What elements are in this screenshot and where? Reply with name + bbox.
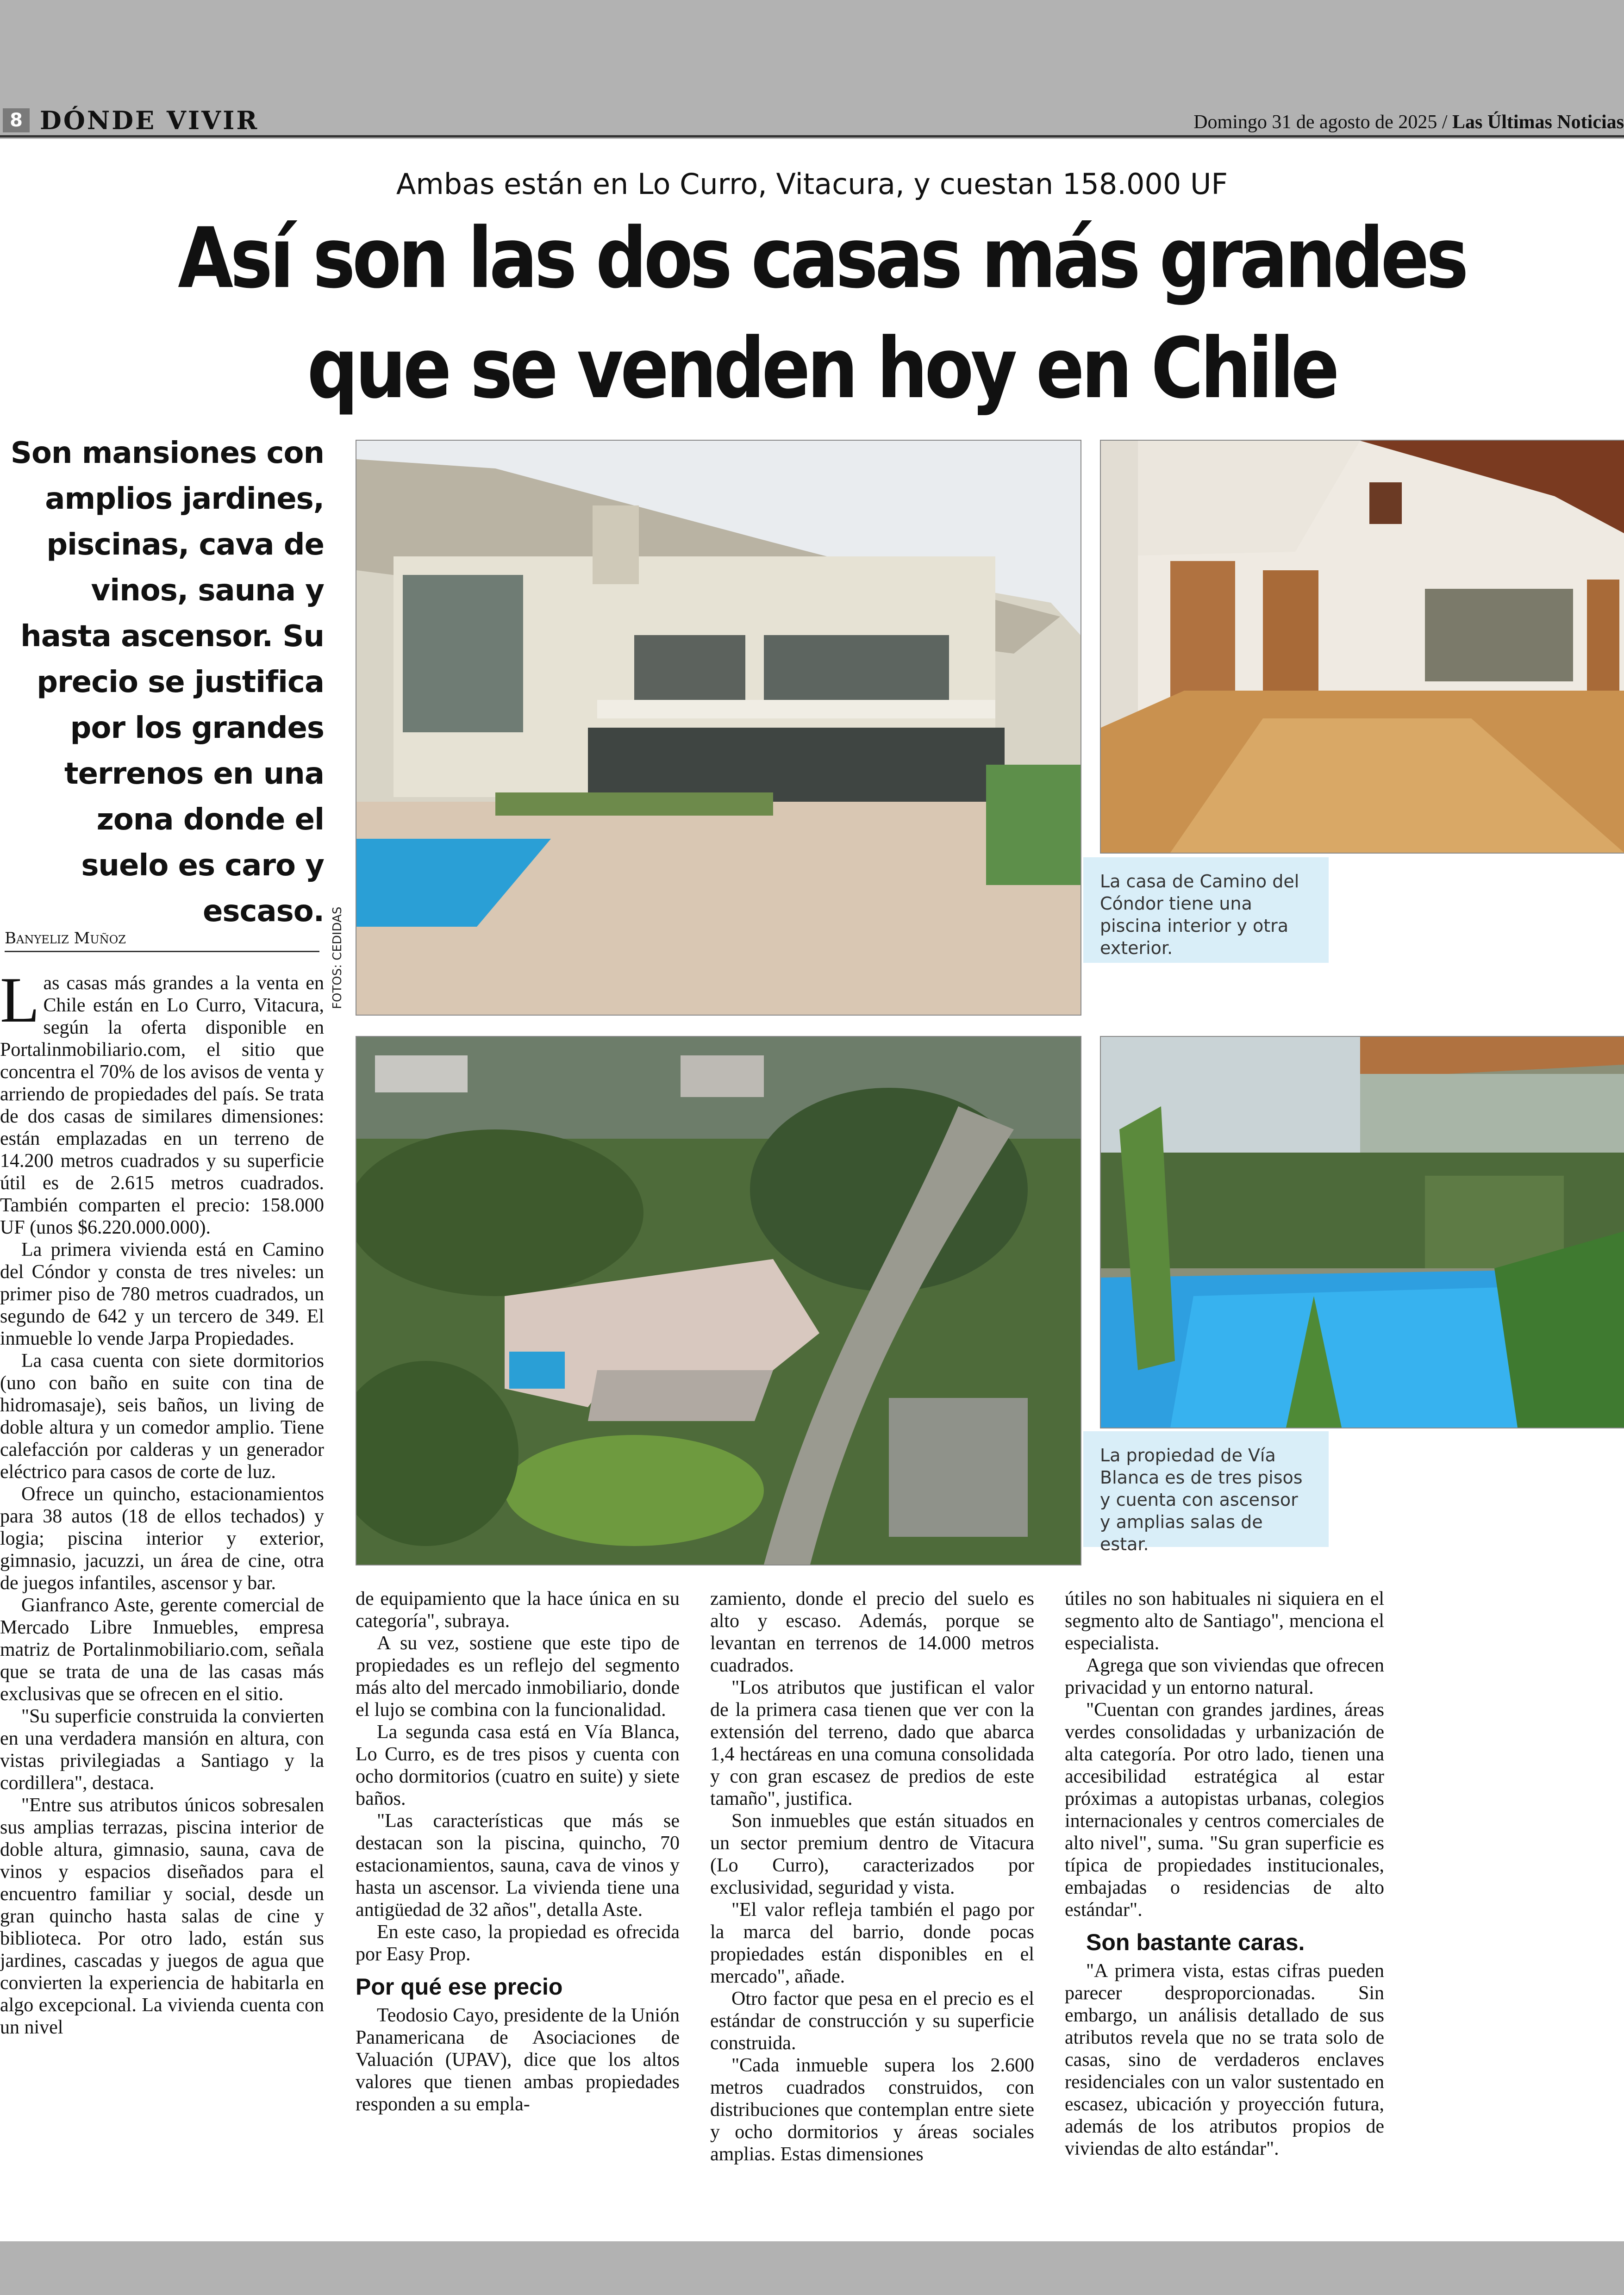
- house-exterior-photo: [356, 440, 1081, 1016]
- paragraph: útiles no son habituales ni siquiera en el segmento alto de Santiago", menciona el especialista.: [1065, 1588, 1384, 1654]
- newspaper-name: Las Últimas Noticias: [1452, 112, 1624, 133]
- paragraph: "A primera vista, estas cifras pueden parecer desproporcionadas. Sin embargo, un análisis detallado de sus atributos revela que no se trata solo de casas, sino de verdaderos enclaves residenciales con un valor sustentado en escasez, ubicación y proyección futura, además de los atributos propios de viviendas de alto estándar".: [1065, 1960, 1384, 2159]
- paragraph: "Entre sus atributos únicos sobresalen sus amplias terrazas, piscina interior de doble altura, gimnasio, sauna, cava de vinos y espacios diseñados para el encuentro familiar y social, desde un gran quincho hasta salas de cine y biblioteca. Por otro lado, están sus jardines, cascadas y juegos de agua que convierten la experiencia de habitarla en algo excepcional. La vivienda cuenta con un nivel: [0, 1795, 324, 2038]
- dateline: [1193, 110, 1624, 134]
- paragraph: Agrega que son viviendas que ofrecen privacidad y un entorno natural.: [1065, 1655, 1384, 1698]
- bottom-margin-band: [0, 2241, 1624, 2295]
- article-column-3: [710, 1588, 1034, 2165]
- article-lead: Son mansiones con amplios jardines, piscinas, cava de vinos, sauna y hasta ascensor. Su precio se justifica por los grandes terrenos en una zona donde el suelo es caro y escaso.: [10, 436, 324, 929]
- paragraph: A su vez, sostiene que este tipo de propiedades es un reflejo del segmento más alto del mercado inmobiliario, donde el lujo se combina con la funcionalidad.: [356, 1633, 680, 1721]
- page-number: 8: [3, 108, 30, 132]
- issue-date: Domingo 31 de agosto de 2025: [1193, 112, 1437, 133]
- page-header: [0, 106, 1624, 138]
- aerial-view-photo: [356, 1036, 1081, 1565]
- byline: Banyeliz Muñoz: [5, 926, 319, 952]
- drop-cap: L: [0, 964, 40, 1036]
- subheading-son-bastante-caras: Son bastante caras.: [1086, 1929, 1305, 1955]
- interior-living-room-photo: [1100, 440, 1624, 854]
- article-kicker: Ambas están en Lo Curro, Vitacura, y cuestan 158.000 UF: [396, 167, 1228, 201]
- paragraph: Gianfranco Aste, gerente comercial de Mercado Libre Inmuebles, empresa matriz de Portalinmobiliario.com, señala que se trata de una de las casas más exclusivas que se ofrecen en el sitio.: [0, 1595, 324, 1705]
- paragraph: de equipamiento que la hace única en su categoría", subraya.: [356, 1588, 680, 1632]
- paragraph: Otro factor que pesa en el precio es el estándar de construcción y su superficie construida.: [710, 1988, 1034, 2054]
- paragraph: "Su superficie construida la convierten en una verdadera mansión en altura, con vistas privilegiadas a Santiago y la cordillera", destaca.: [0, 1706, 324, 1794]
- headline-line-1: Así son las dos casas más grandes: [178, 210, 1466, 307]
- section-title: DÓNDE VIVIR: [40, 106, 259, 135]
- paragraph: "El valor refleja también el pago por la marca del barrio, donde pocas propiedades están disponibles en el mercado", añade.: [710, 1899, 1034, 1987]
- paragraph: Ofrece un quincho, estacionamientos para 38 autos (18 de ellos techados) y logia; piscina interior y exterior, gimnasio, jacuzzi, un área de cine, otra de juegos infantiles, ascensor y bar.: [0, 1484, 324, 1594]
- paragraph: "Las características que más se destacan son la piscina, quincho, 70 estacionamientos, sauna, cava de vinos y hasta un ascensor. La vivienda tiene una antigüedad de 32 años", detalla Aste.: [356, 1810, 680, 1921]
- paragraph: Teodosio Cayo, presidente de la Unión Panamericana de Asociaciones de Valuación (UPAV), dice que los altos valores que tienen ambas propiedades responden a su empla-: [356, 2005, 680, 2115]
- article-column-1: [0, 964, 324, 2039]
- subheading-por-que-ese-precio: Por qué ese precio: [356, 1974, 563, 2000]
- paragraph: Son inmuebles que están situados en un sector premium dentro de Vitacura (Lo Curro), caracterizados por exclusividad, seguridad y vista.: [710, 1810, 1034, 1898]
- paragraph: [0, 964, 324, 1239]
- paragraph: "Los atributos que justifican el valor de la primera casa tienen que ver con la extensión del terreno, dado que abarca 1,4 hectáreas en una comuna consolidada y con gran escasez de predios de este tamaño", justifica.: [710, 1677, 1034, 1809]
- header-rule: [0, 135, 1624, 137]
- paragraph: La primera vivienda está en Camino del Cóndor y consta de tres niveles: un primer piso de 780 metros cuadrados, un segundo de 642 y un tercero de 349. El inmueble lo vende Jarpa Propiedades.: [0, 1239, 324, 1349]
- article-headline: [155, 204, 1489, 424]
- dateline-separator: /: [1442, 112, 1448, 133]
- paragraph: La segunda casa está en Vía Blanca, Lo Curro, es de tres pisos y cuenta con ocho dormitorios (cuatro en suite) y siete baños.: [356, 1721, 680, 1809]
- photo-caption-1: La casa de Camino del Cóndor tiene una piscina interior y otra exterior.: [1083, 857, 1329, 963]
- article-column-4: [1065, 1588, 1384, 2160]
- photo-caption-2: La propiedad de Vía Blanca es de tres pisos y cuenta con ascensor y amplias salas de estar.: [1083, 1431, 1329, 1547]
- paragraph: La casa cuenta con siete dormitorios (uno con baño en suite con tina de hidromasaje), seis baños, un living de doble altura y un comedor amplio. Tiene calefacción por calderas y un generador eléctrico para casos de corte de luz.: [0, 1350, 324, 1483]
- headline-line-2: que se venden hoy en Chile: [307, 320, 1337, 417]
- paragraph: En este caso, la propiedad es ofrecida por Easy Prop.: [356, 1921, 680, 1965]
- paragraph: zamiento, donde el precio del suelo es alto y escaso. Además, porque se levantan en terrenos de 14.000 metros cuadrados.: [710, 1588, 1034, 1676]
- paragraph: "Cada inmueble supera los 2.600 metros cuadrados construidos, con distribuciones que contemplan entre siete y ocho dormitorios y áreas sociales amplias. Estas dimensiones: [710, 2055, 1034, 2165]
- indoor-pool-photo: [1100, 1036, 1624, 1428]
- article-column-2: [356, 1588, 680, 2115]
- photo-credit: FOTOS: CEDIDAS: [331, 906, 344, 1009]
- paragraph: "Cuentan con grandes jardines, áreas verdes consolidadas y urbanización de alta categoría. Por otro lado, tienen una accesibilidad estratégica al estar próximas a autopistas urbanas, colegios internacionales y centros comerciales de alto nivel", suma. "Su gran superficie es típica de propiedades institucionales, embajadas o residencias de alto estándar".: [1065, 1699, 1384, 1921]
- paragraph-text: as casas más grandes a la venta en Chile están en Lo Curro, Vitacura, según la oferta disponible en Portalinmobiliario.com, el sitio que concentra el 70% de los avisos de venta y arriendo de propiedades del país. Se trata de dos casas de similares dimensiones: están emplazadas en un terreno de 14.200 metros cuadrados y su superficie útil es de 2.615 metros cuadrados. También comparten el precio: 158.000 UF (unos $6.220.000.000).: [0, 973, 324, 1238]
